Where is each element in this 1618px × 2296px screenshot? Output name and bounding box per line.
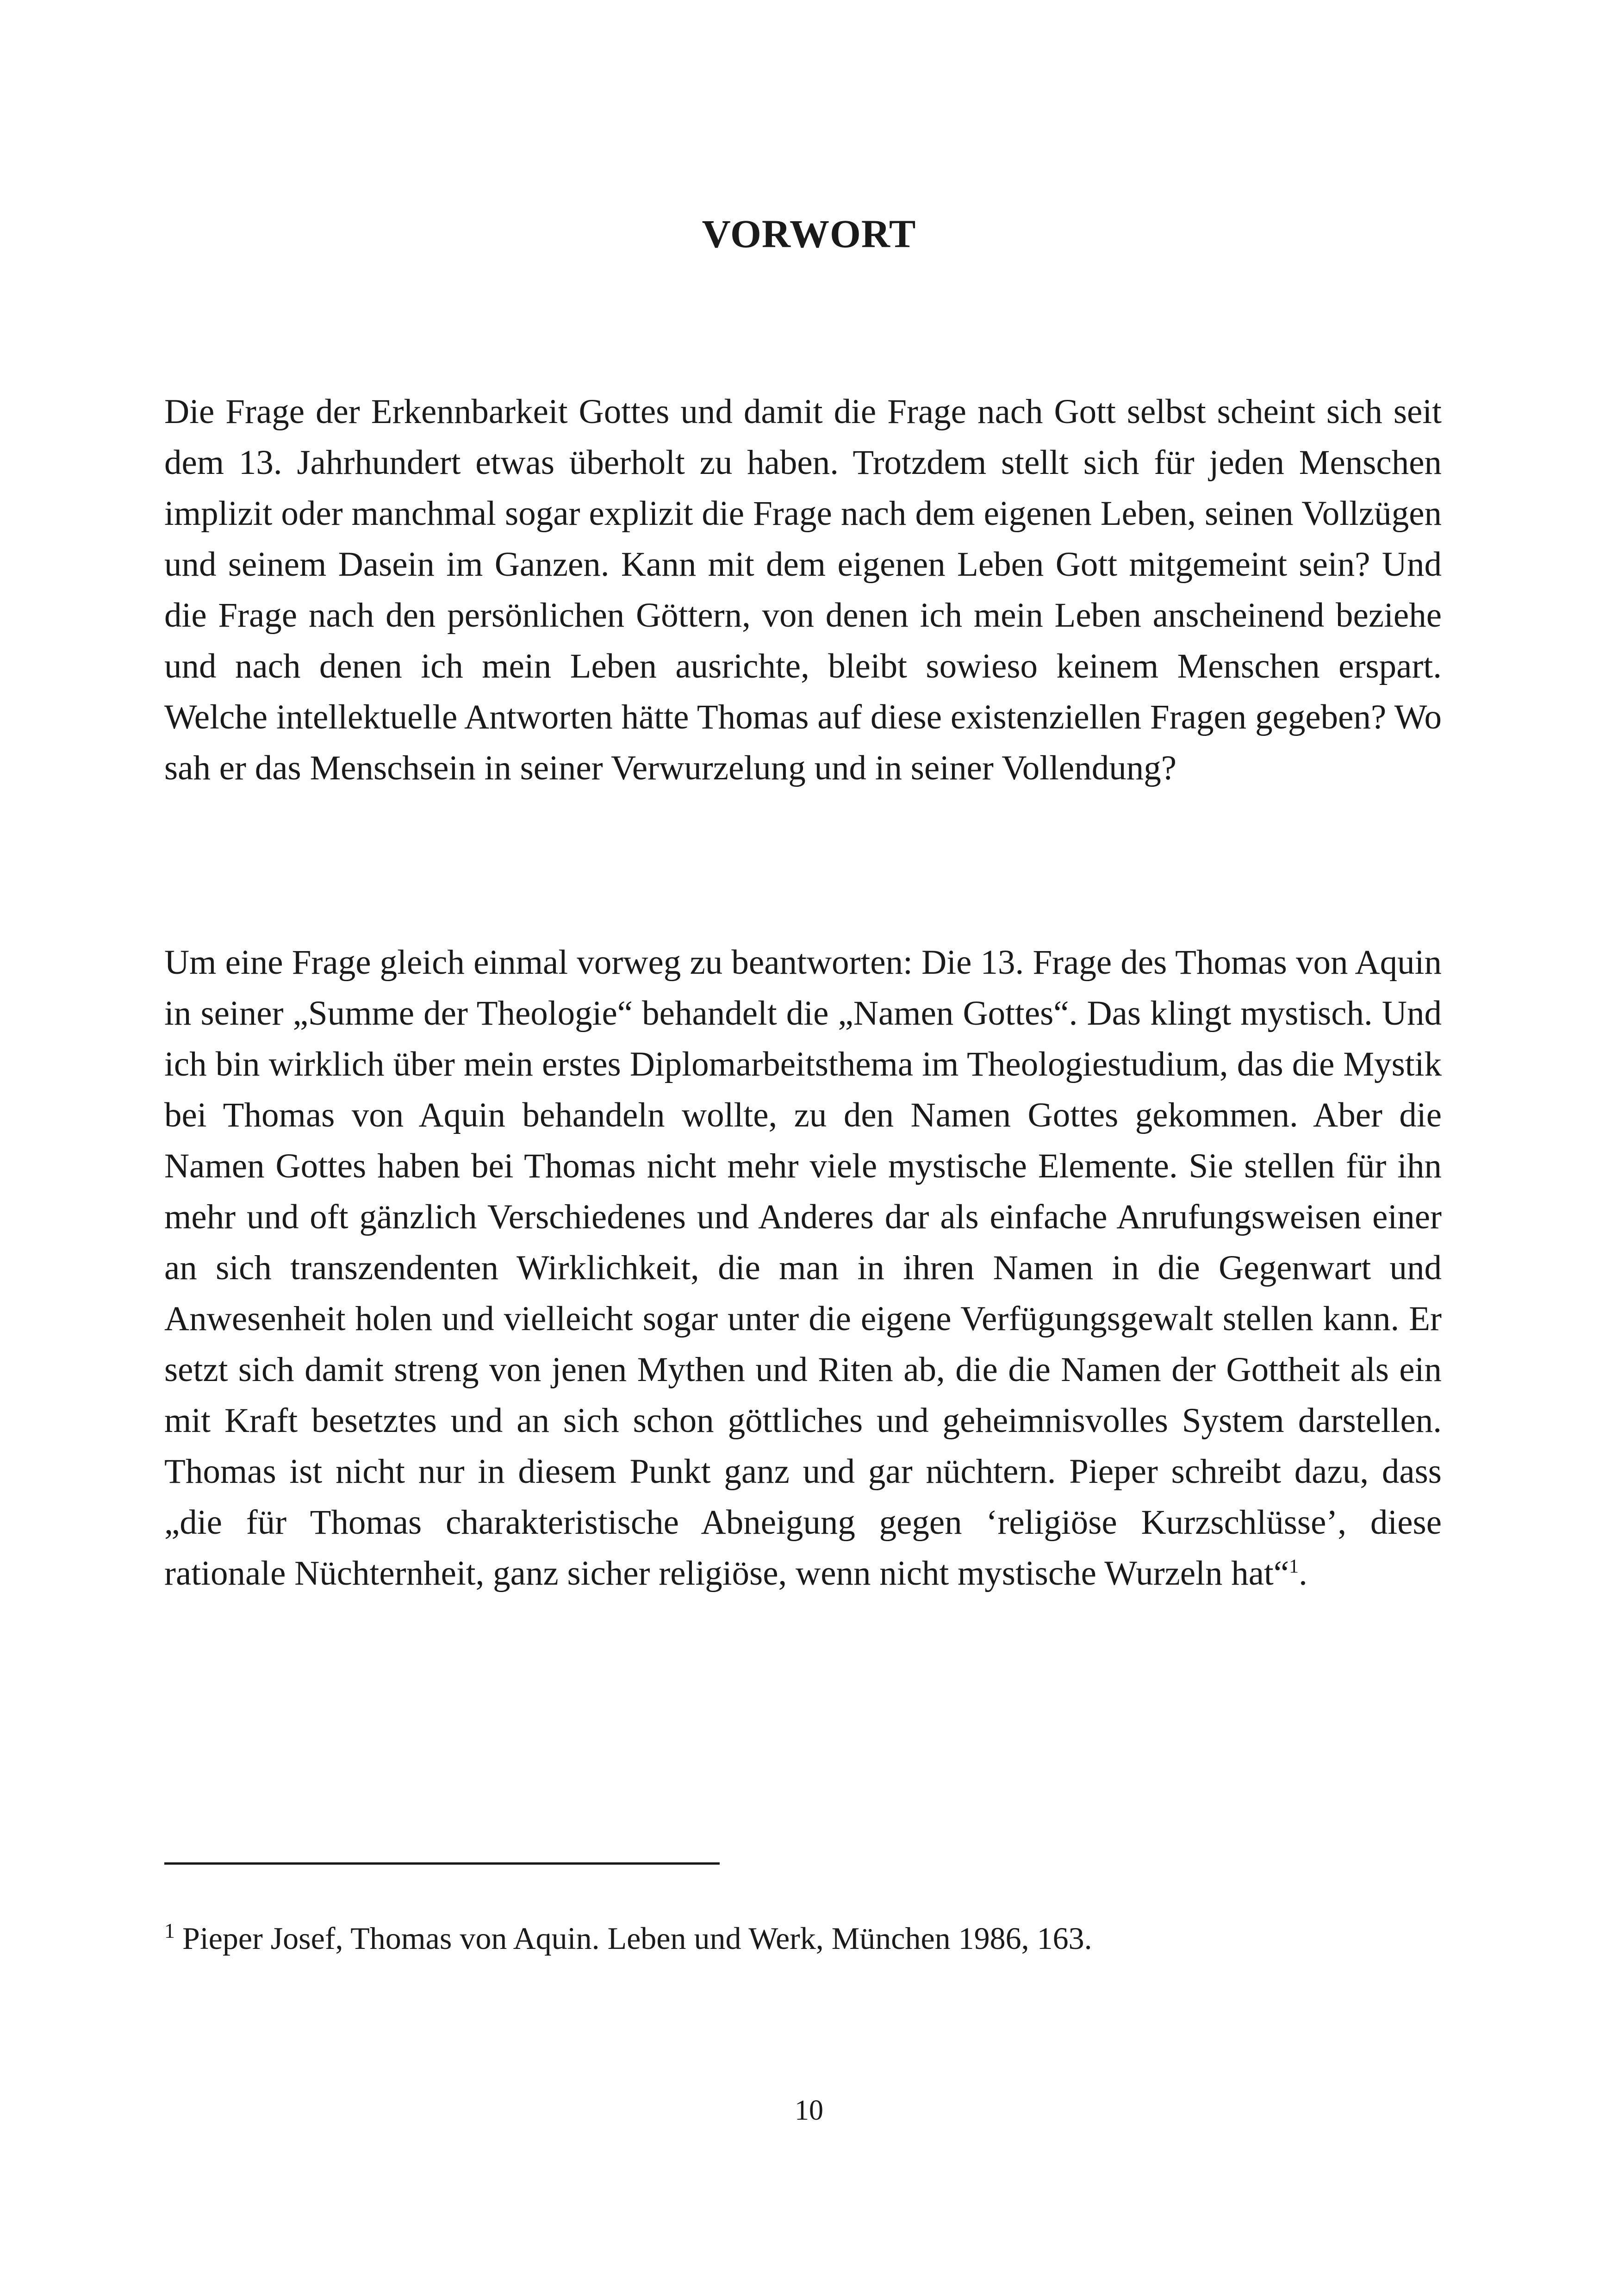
footnote-reference[interactable]: 1 <box>1289 1556 1299 1577</box>
footnote-number: 1 <box>164 1919 175 1943</box>
paragraph-2 <box>164 937 1442 1599</box>
paragraph-1 <box>164 386 1442 794</box>
footnote <box>164 1916 1442 1960</box>
paragraph-1-text: Die Frage der Erkennbarkeit Gottes und damit die Frage nach Gott selbst scheint sich seit dem 13. Jahrhundert etwas überholt zu haben. Trotzdem stellt sich für jeden Menschen implizit oder manchmal sogar explizit die Frage nach dem eigenen Leben, seinen Vollzügen und seinem Dasein im Ganzen. Kann mit dem eigenen Leben Gott mitgemeint sein? Und die Frage nach den persönlichen Göttern, von denen ich mein Leben anscheinend beziehe und nach denen ich mein Leben ausrichte, bleibt sowieso keinem Menschen erspart. Welche intellektuelle Antworten hätte Thomas auf diese existenziellen Fragen gegeben? Wo sah er das Menschsein in seiner Verwurzelung und in seiner Vollendung? <box>164 392 1442 787</box>
paragraph-2-text: Um eine Frage gleich einmal vorweg zu beantworten: Die 13. Frage des Thomas von Aquin in seiner „Summe der Theologie“ behandelt die „Namen Gottes“. Das klingt mystisch. Und ich bin wirklich über mein erstes Diplomarbeitsthema im Theologiestudium, das die Mystik bei Thomas von Aquin behandeln wollte, zu den Namen Gottes gekommen. Aber die Namen Gottes haben bei Thomas nicht mehr viele mystische Elemente. Sie stellen für ihn mehr und oft gänzlich Verschiedenes und Anderes dar als einfache Anrufungsweisen einer an sich transzendenten Wirklichkeit, die man in ihren Namen in die Gegenwart und Anwesenheit holen und vielleicht sogar unter die eigene Verfügungsgewalt stellen kann. Er setzt sich damit streng von jenen Mythen und Riten ab, die die Namen der Gottheit als ein mit Kraft besetztes und an sich schon göttliches und geheimnisvolles System darstellen. Thomas ist nicht nur in diesem Punkt ganz und gar nüchtern. Pieper schreibt dazu, dass „die für Thomas charakteristische Abneigung gegen ‘religiöse Kurzschlüsse’, diese rationale Nüchternheit, ganz sicher religiöse, wenn nicht mystische Wurzeln hat“ <box>164 943 1442 1593</box>
paragraph-2-end: . <box>1299 1554 1307 1593</box>
footnote-divider <box>164 1862 720 1865</box>
page-heading: VORWORT <box>702 212 916 256</box>
footnote-text: Pieper Josef, Thomas von Aquin. Leben und Werk, München 1986, 163. <box>182 1921 1092 1956</box>
page-number: 10 <box>795 2095 823 2126</box>
